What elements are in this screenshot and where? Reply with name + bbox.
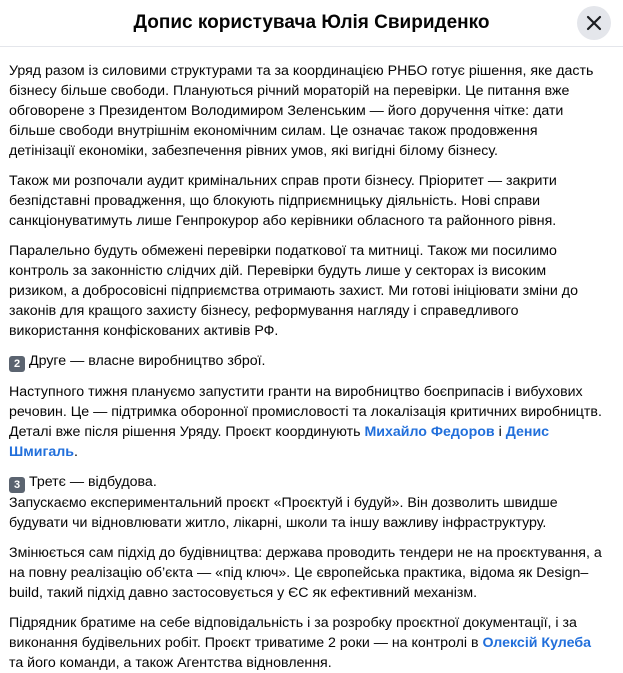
post-body	[0, 47, 623, 673]
post-paragraph: Змінюється сам підхід до будівництва: держава проводить тендери не на проєктування, а на повну реалізацію об’єкта — «під ключ». Це європейська практика, відома як Design–build, такий підхід давно застосовується у ЄС як ефективний механізм.	[9, 545, 602, 601]
close-icon	[586, 15, 602, 31]
post-paragraph	[9, 613, 607, 673]
post-paragraph: Також ми розпочали аудит кримінальних справ проти бізнесу. Пріоритет — закрити безпідставні провадження, що блокують підприємницьку діяльність. Нові справи санкціонуватимуть лише Генпрокурор або керівники обласного та районного рівня.	[9, 173, 557, 229]
dialog-header	[0, 0, 623, 47]
mention-link[interactable]: Михайло Федоров	[364, 424, 495, 440]
keycap-three-icon: 3	[9, 477, 25, 493]
section-heading-text: Третє — відбудова.	[29, 474, 157, 490]
paragraph-text: і	[498, 424, 502, 440]
section-heading-3	[9, 472, 607, 493]
paragraph-text: Наступного тижня плануємо запустити гранти на виробництво боєприпасів і вибухових речовин. Це — підтримка оборонної промисловості та локалізація критичних виробництв. Деталі вже після рішення Уряду. Проєкт координують	[9, 384, 602, 440]
mention-link[interactable]: Денис Шмигаль	[9, 424, 550, 460]
section-heading-2	[9, 351, 607, 372]
paragraph-text: .	[74, 444, 78, 460]
dialog-title: Допис користувача Юлія Свириденко	[133, 12, 490, 33]
post-paragraph: Уряд разом із силовими структурами та за координацією РНБО готує рішення, яке дасть бізнесу більше свободи. Плануються річний мораторій на перевірки. Це питання вже обговорене з Президентом Володимиром Зеленським — його доручення чітке: дати більше свободи внутрішнім економічним силам. Це означає також продовження детінізації економіки, забезпечення рівних умов, які вигідні білому бізнесу.	[9, 63, 594, 159]
close-button[interactable]	[577, 6, 611, 40]
post-paragraph: Паралельно будуть обмежені перевірки податкової та митниці. Також ми посилимо контроль за законністю слідчих дій. Перевірки будуть лише у секторах із високим ризиком, а добросовісні підприємства отримають захист. Ми готові ініціювати зміни до законів для кращого захисту бізнесу, реформування нагляду і справедливого використання конфіскованих активів РФ.	[9, 243, 578, 339]
section-heading-text: Друге — власне виробництво зброї.	[29, 353, 266, 369]
post-paragraph	[9, 382, 607, 462]
mention-link[interactable]: Олексій Кулеба	[482, 635, 591, 651]
post-paragraph: Запускаємо експериментальний проєкт «Проєктуй і будуй». Він дозволить швидше будувати чи відновлювати житло, лікарні, школи та іншу важливу інфраструктуру.	[9, 495, 558, 531]
paragraph-text: Підрядник братиме на себе відповідальність і за розробку проєктної документації, і за виконання будівельних робіт. Проєкт триватиме 2 роки — на контролі в	[9, 615, 577, 651]
paragraph-text: та його команди, а також Агентства відновлення.	[9, 655, 332, 671]
keycap-two-icon: 2	[9, 356, 25, 372]
